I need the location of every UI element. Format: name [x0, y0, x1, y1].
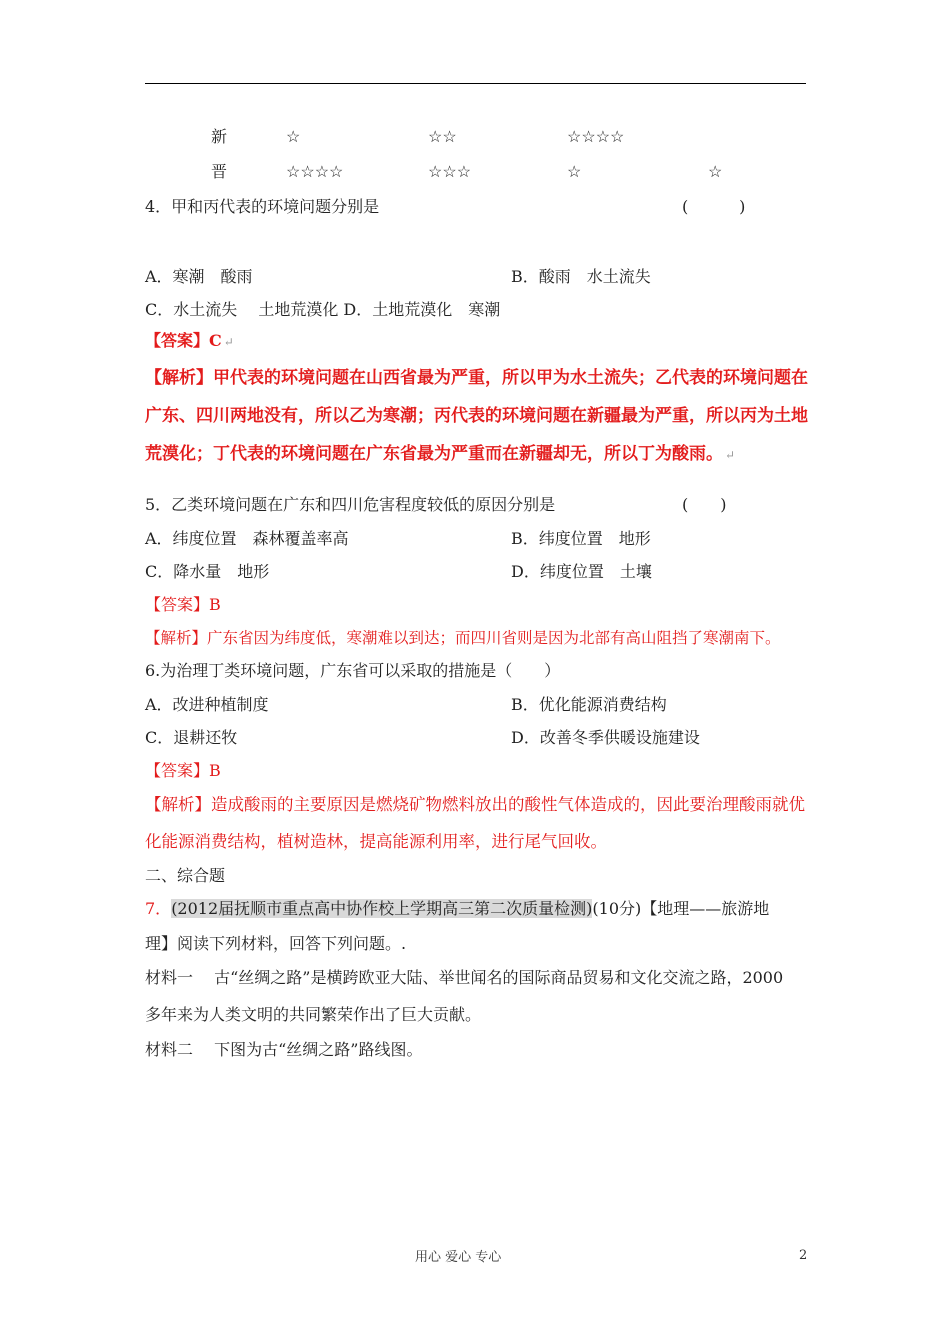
table-cell: ☆☆ — [428, 127, 457, 146]
table-row-region: 新 — [211, 127, 228, 146]
table-cell: ☆ — [708, 162, 723, 181]
option-d: D．改善冬季供暖设施建设 — [511, 728, 700, 747]
option-c-d: C．水土流失 土地荒漠化 D．土地荒漠化 寒潮 — [145, 300, 501, 319]
option-b: B．酸雨 水土流失 — [511, 267, 651, 286]
answer-paren: ( ) — [682, 197, 746, 216]
question-7-line: 7．(2012届抚顺市重点高中协作校上学期高三第二次质量检测)(10分)【地理——旅游地 — [145, 899, 770, 918]
question-5-stem: 5．乙类环境问题在广东和四川危害程度较低的原因分别是 — [145, 495, 556, 514]
table-row-region: 晋 — [211, 162, 228, 181]
table-cell: ☆☆☆☆ — [567, 127, 625, 146]
footer-text: 用心 爱心 专心 — [415, 1250, 502, 1265]
analysis-line: 化能源消费结构，植树造林，提高能源利用率，进行尾气回收。 — [145, 832, 607, 851]
analysis-line: 【解析】甲代表的环境问题在山西省最为严重，所以甲为水土流失；乙代表的环境问题在 — [145, 368, 808, 388]
analysis-line: 荒漠化；丁代表的环境问题在广东省最为严重而在新疆却无，所以丁为酸雨。 ↵ — [145, 444, 736, 464]
question-7-line: 理】阅读下列材料，回答下列问题。. — [145, 934, 407, 953]
option-a: A．改进种植制度 — [145, 695, 269, 714]
option-b: B．优化能源消费结构 — [511, 695, 667, 714]
answer-label: 【答案】B — [145, 595, 221, 614]
answer-label: 【答案】C ↵ — [145, 331, 234, 350]
option-a: A．寒潮 酸雨 — [145, 267, 253, 286]
material-line: 材料一 古“丝绸之路”是横跨欧亚大陆、举世闻名的国际商品贸易和文化交流之路，2000 — [145, 968, 784, 987]
option-c: C．退耕还牧 — [145, 728, 238, 747]
question-4-stem: 4．甲和丙代表的环境问题分别是 — [145, 197, 380, 216]
page-number: 2 — [799, 1248, 808, 1263]
analysis-line: 广东、四川两地没有，所以乙为寒潮；丙代表的环境问题在新疆最为严重，所以丙为土地 — [145, 406, 808, 426]
option-a: A．纬度位置 森林覆盖率高 — [145, 529, 349, 548]
table-cell: ☆ — [567, 162, 582, 181]
section-title: 二、综合题 — [145, 866, 226, 885]
paragraph-mark-icon: ↵ — [725, 448, 736, 462]
material-line: 材料二 下图为古“丝绸之路”路线图。 — [145, 1040, 423, 1059]
analysis-line: 【解析】广东省因为纬度低，寒潮难以到达；而四川省则是因为北部有高山阻挡了寒潮南下。 — [145, 629, 781, 647]
table-cell: ☆☆☆☆ — [286, 162, 344, 181]
material-line: 多年来为人类文明的共同繁荣作出了巨大贡献。 — [145, 1005, 482, 1024]
option-b: B．纬度位置 地形 — [511, 529, 651, 548]
option-c: C．降水量 地形 — [145, 562, 270, 581]
answer-paren: ( ) — [682, 495, 727, 514]
table-cell: ☆ — [286, 127, 301, 146]
header-rule — [145, 83, 806, 84]
analysis-line: 【解析】造成酸雨的主要原因是燃烧矿物燃料放出的酸性气体造成的，因此要治理酸雨就优 — [145, 795, 805, 814]
table-cell: ☆☆☆ — [428, 162, 472, 181]
paragraph-mark-icon: ↵ — [223, 335, 234, 349]
question-6-stem: 6.为治理丁类环境问题，广东省可以采取的措施是（ ） — [145, 661, 561, 680]
option-d: D．纬度位置 土壤 — [511, 562, 652, 581]
answer-label: 【答案】B — [145, 761, 221, 780]
question-source: (2012届抚顺市重点高中协作校上学期高三第二次质量检测) — [171, 899, 593, 918]
